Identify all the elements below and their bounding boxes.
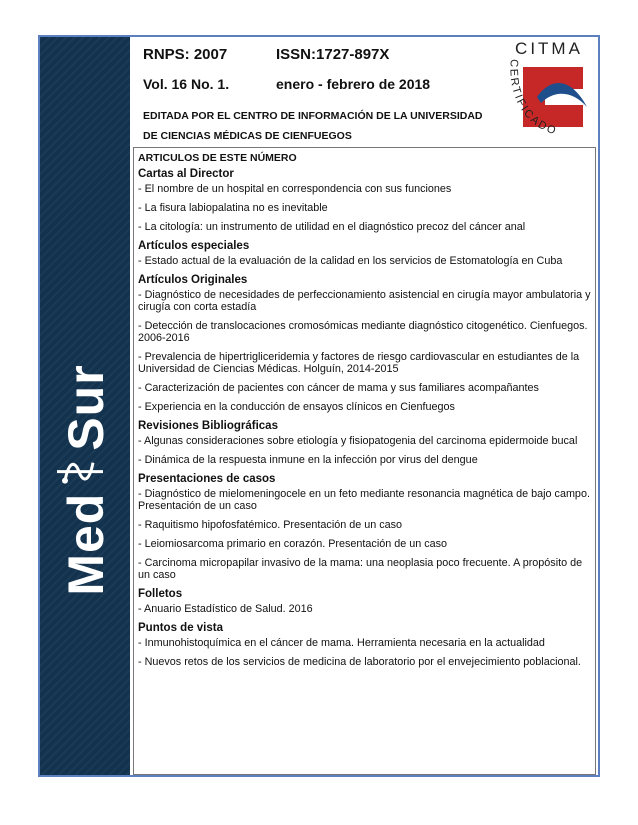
issue-line: [143, 76, 431, 92]
section-heading: Revisiones Bibliográficas: [138, 420, 278, 432]
publisher-text: [143, 106, 513, 146]
table-of-contents: [133, 147, 596, 775]
section-heading: Presentaciones de casos: [138, 473, 276, 485]
section-heading: Cartas al Director: [138, 168, 234, 180]
article-link[interactable]: - La fisura labiopalatina no es inevitable: [138, 202, 328, 214]
volume-number: Vol. 16 No. 1.: [143, 76, 230, 92]
section-heading: Puntos de vista: [138, 622, 223, 634]
journal-header: [131, 37, 598, 145]
registration-line: [143, 46, 390, 63]
article-link[interactable]: - Dinámica de la respuesta inmune en la infección por virus del dengue: [138, 454, 478, 466]
article-link[interactable]: - Carcinoma micropapilar invasivo de la mama: una neoplasia poco frecuente. A propósito de un caso: [138, 557, 583, 581]
caduceus-icon: [55, 455, 117, 489]
article-link[interactable]: - Anuario Estadístico de Salud. 2016: [138, 603, 313, 615]
rnps-number: RNPS: 2007: [143, 46, 228, 63]
issn-number: ISSN:1727-897X: [276, 46, 390, 63]
toc-title: ARTICULOS DE ESTE NÚMERO: [138, 152, 297, 164]
article-link[interactable]: - Leiomiosarcoma primario en corazón. Presentación de un caso: [138, 538, 448, 550]
certificado-text: CERTIFICADO: [507, 58, 559, 138]
section-heading: Artículos Originales: [138, 274, 248, 286]
article-link[interactable]: - Algunas consideraciones sobre etiología y fisiopatogenia del carcinoma epidermoide bucal: [138, 435, 578, 447]
section-heading: Artículos especiales: [138, 240, 250, 252]
article-link[interactable]: - Nuevos retos de los servicios de medicina de laboratorio por el envejecimiento poblacional.: [138, 656, 581, 668]
brand-suffix: Sur: [58, 364, 114, 451]
issue-date: enero - febrero de 2018: [276, 76, 431, 92]
article-link[interactable]: - Prevalencia de hipertrigliceridemia y factores de riesgo cardiovascular en estudiantes de la Universidad de Ciencias Médicas. Holguín, 2014-2015: [138, 351, 580, 375]
article-link[interactable]: - Caracterización de pacientes con cáncer de mama y sus familiares acompañantes: [138, 382, 539, 394]
article-link[interactable]: - Diagnóstico de mielomeningocele en un feto mediante resonancia magnética de bajo campo. Presentación de un caso: [138, 488, 590, 512]
medisur-logo: [55, 364, 117, 595]
publisher-line-2: DE CIENCIAS MÉDICAS DE CIENFUEGOS: [143, 130, 352, 142]
article-link[interactable]: - Experiencia en la conducción de ensayos clínicos en Cienfuegos: [138, 401, 455, 413]
section-heading: Folletos: [138, 588, 183, 600]
article-link[interactable]: - Estado actual de la evaluación de la calidad en los servicios de Estomatología en Cuba: [138, 255, 563, 267]
brand-prefix: Med: [58, 492, 114, 596]
publisher-line-1: EDITADA POR EL CENTRO DE INFORMACIÓN DE LA UNIVERSIDAD: [143, 110, 483, 122]
citma-certified-logo: [499, 37, 599, 143]
article-link[interactable]: - Inmunohistoquímica en el cáncer de mama. Herramienta necesaria en la actualidad: [138, 637, 545, 649]
citma-text: CITMA: [515, 39, 583, 58]
article-link[interactable]: - El nombre de un hospital en correspondencia con sus funciones: [138, 183, 452, 195]
article-link[interactable]: - Raquitismo hipofosfatémico. Presentación de un caso: [138, 519, 403, 531]
article-link[interactable]: - Diagnóstico de necesidades de perfeccionamiento asistencial en cirugía mayor ambulatoria y cirugía con corta estadía: [138, 289, 591, 313]
article-link[interactable]: - La citología: un instrumento de utilidad en el diagnóstico precoz del cáncer anal: [138, 221, 526, 233]
article-link[interactable]: - Detección de translocaciones cromosómicas mediante diagnóstico citogenético. Cienfuegos. 2006-2016: [138, 320, 588, 344]
